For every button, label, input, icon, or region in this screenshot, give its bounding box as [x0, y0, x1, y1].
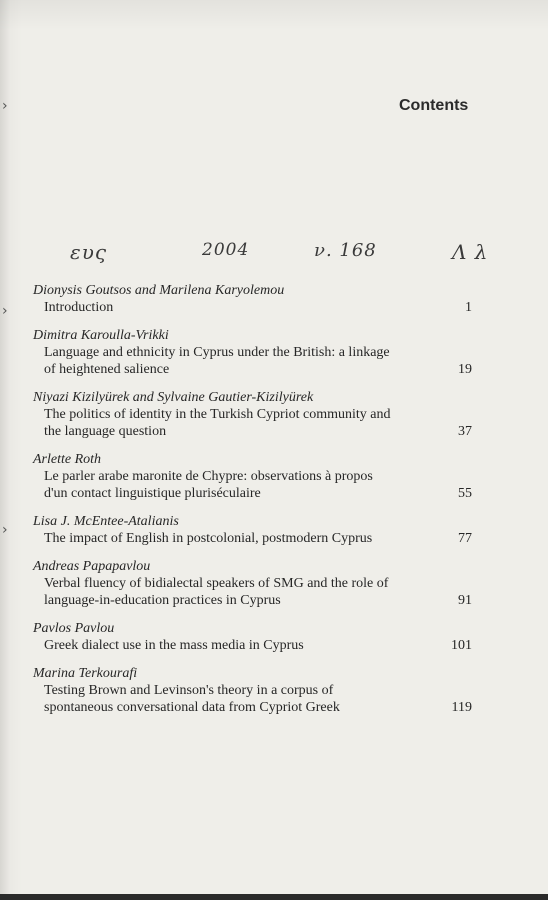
entry-title: The politics of identity in the Turkish Cypriot community and [44, 407, 391, 422]
page-bottom-edge [0, 894, 548, 900]
entry-author: Niyazi Kizilyürek and Sylvaine Gautier-Kizilyürek [33, 390, 314, 405]
toc-entry [33, 620, 473, 654]
entry-title: Greek dialect use in the mass media in Cyprus [44, 638, 304, 653]
entry-page-number: 1 [465, 300, 472, 315]
entry-author: Pavlos Pavlou [33, 621, 115, 636]
contents-heading: Contents [399, 97, 469, 114]
binding-mark: › [2, 303, 8, 319]
handwritten-note: 2004 [202, 240, 250, 260]
entry-title: Verbal fluency of bidialectal speakers of SMG and the role of [44, 576, 389, 591]
entry-title: Language and ethnicity in Cyprus under the British: a linkage [44, 345, 390, 360]
binding-mark: › [2, 522, 8, 538]
entry-author: Marina Terkourafi [33, 666, 138, 681]
entry-title: Le parler arabe maronite de Chypre: observations à propos [44, 469, 373, 484]
entry-page-number: 77 [458, 531, 472, 546]
entry-title: spontaneous conversational data from Cypriot Greek [44, 700, 340, 715]
entry-author: Lisa J. McEntee-Atalianis [33, 514, 179, 529]
handwritten-notes [0, 236, 548, 276]
entry-title: of heightened salience [44, 362, 170, 377]
toc-entry [33, 451, 473, 502]
binding-mark: › [2, 98, 8, 114]
handwritten-note: ν. 168 [314, 240, 377, 261]
entry-title: d'un contact linguistique pluriséculaire [44, 486, 261, 501]
table-of-contents [33, 282, 473, 727]
entry-title: language-in-education practices in Cyprus [44, 593, 281, 608]
entry-page-number: 55 [458, 486, 472, 501]
entry-page-number: 101 [451, 638, 472, 653]
entry-page-number: 37 [458, 424, 472, 439]
entry-title: The impact of English in postcolonial, postmodern Cyprus [44, 531, 373, 546]
entry-author: Andreas Papapavlou [33, 559, 151, 574]
entry-page-number: 91 [458, 593, 472, 608]
entry-title: the language question [44, 424, 167, 439]
handwritten-note: ευς [70, 240, 108, 264]
toc-entry [33, 558, 473, 609]
handwritten-note: Λ λ [452, 240, 489, 264]
entry-author: Dionysis Goutsos and Marilena Karyolemou [33, 283, 285, 298]
entry-page-number: 119 [451, 700, 472, 715]
toc-entry [33, 513, 473, 547]
entry-author: Arlette Roth [33, 452, 102, 467]
entry-title: Introduction [44, 300, 114, 315]
toc-entry [33, 327, 473, 378]
toc-entry [33, 389, 473, 440]
toc-entry [33, 282, 473, 316]
toc-entry [33, 665, 473, 716]
entry-title: Testing Brown and Levinson's theory in a corpus of [44, 683, 334, 698]
entry-page-number: 19 [458, 362, 472, 377]
entry-author: Dimitra Karoulla-Vrikki [33, 328, 169, 343]
